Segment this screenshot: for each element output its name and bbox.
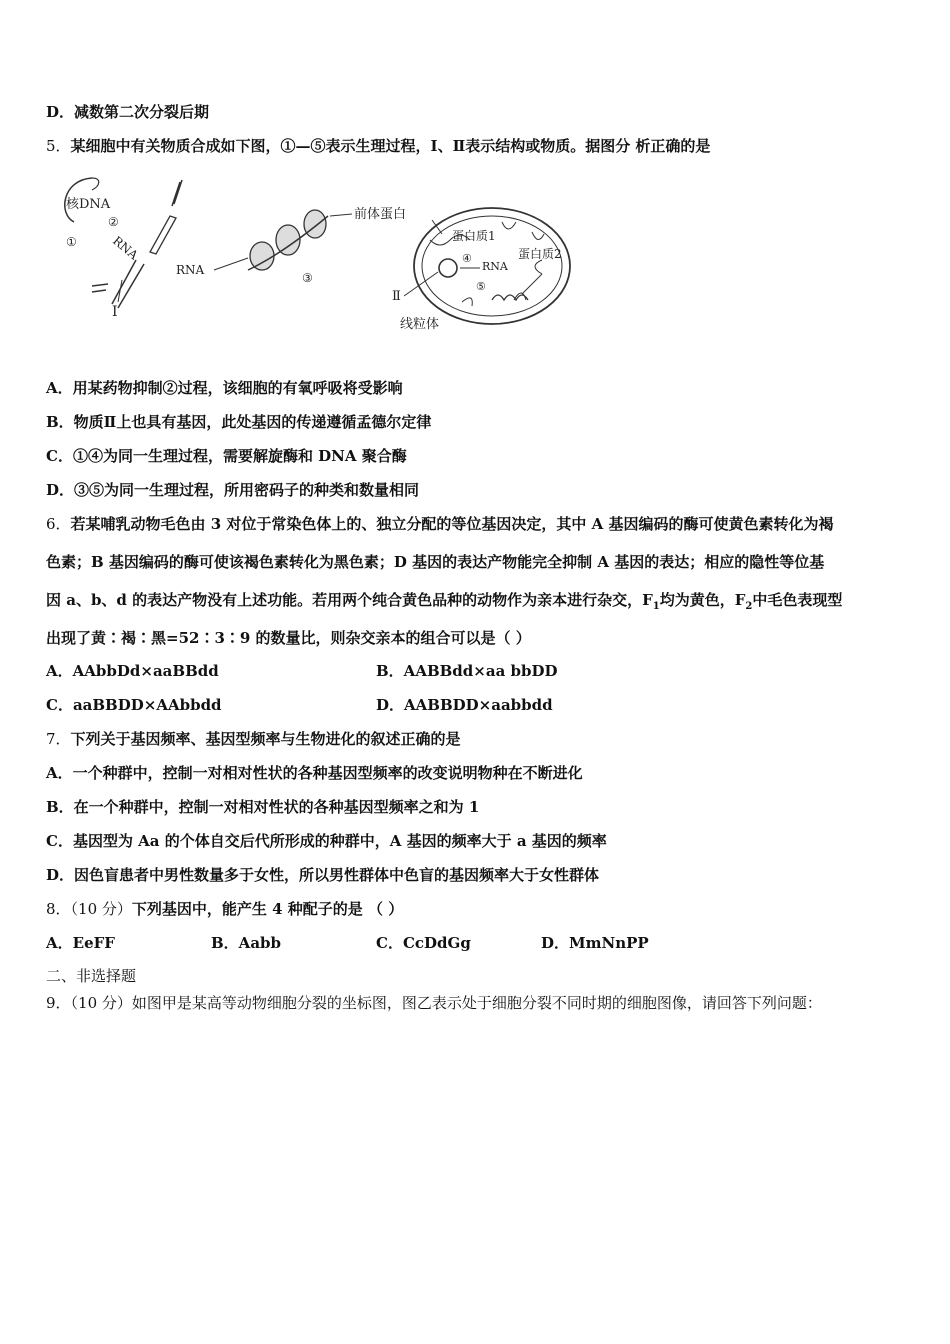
- ribosome-1: [250, 242, 274, 270]
- rna-label-2: RNA: [176, 263, 205, 277]
- q6-sub-1: 1: [652, 601, 660, 612]
- q6-line-4: 出现了黄∶褐∶黑=52∶3∶9 的数量比，则杂交亲本的组合可以是（ ）: [46, 629, 531, 647]
- q5-option-a: A．用某药物抑制②过程，该细胞的有氧呼吸将受影响: [46, 379, 403, 397]
- q9-number: 9．（10 分）: [46, 994, 132, 1012]
- q9-stem: [46, 993, 822, 1013]
- q7-number: 7．: [46, 730, 71, 748]
- protein2-label: 蛋白质2: [518, 247, 562, 261]
- precursor-protein-label: 前体蛋白: [354, 207, 407, 222]
- structure-ii-label: Ⅱ: [392, 289, 401, 304]
- q6-option-b: B．AABBdd×aa bbDD: [376, 662, 558, 680]
- q8-stem: [46, 899, 403, 919]
- q6-text-3b: 均为黄色，F: [659, 591, 746, 609]
- q8-option-c: C．CcDdGg: [376, 934, 471, 952]
- membrane-strand-2: [150, 216, 176, 254]
- q6-option-c: C．aaBBDD×AAbbdd: [46, 696, 222, 714]
- structure-i-label: Ⅰ: [112, 304, 118, 320]
- q8-stem-text: 下列基因中，能产生 4 种配子的是 （ ）: [131, 900, 404, 918]
- mito-ribosomes: [492, 295, 528, 300]
- q6-text-3c: 中毛色表现型: [752, 591, 843, 609]
- q7-option-b: B．在一个种群中，控制一对相对性状的各种基因型频率之和为 1: [46, 798, 480, 816]
- arrow-precursor: [330, 214, 352, 216]
- q6-line-2: 色素；B 基因编码的酶可使该褐色素转化为黑色素；D 基因的表达产物能完全抑制 A 基因的表达；相应的隐性等位基: [46, 553, 825, 571]
- q7-stem-text: 下列关于基因频率、基因型频率与生物进化的叙述正确的是: [70, 730, 461, 748]
- arrow-protein2: [522, 274, 542, 294]
- q6-option-a: A．AAbbDd×aaBBdd: [46, 662, 219, 680]
- ribosome-3: [304, 210, 326, 238]
- membrane-strand-3: [112, 260, 144, 308]
- q7-option-a: A．一个种群中，控制一对相对性状的各种基因型频率的改变说明物种在不断进化: [46, 764, 583, 782]
- mito-dna-circle: [439, 259, 457, 277]
- q5-number: 5．: [46, 137, 71, 155]
- q6-line-1: [46, 514, 834, 534]
- circle-2-label: ②: [108, 215, 119, 229]
- arrow-rna-ribosome: [214, 258, 248, 270]
- circle-3-label: ③: [302, 271, 313, 285]
- q5-option-d: D．③⑤为同一生理过程，所用密码子的种类和数量相同: [46, 481, 420, 499]
- q5-option-b: B．物质Ⅱ上也具有基因，此处基因的传递遵循孟德尔定律: [46, 413, 432, 431]
- q6-line-3: [46, 590, 842, 617]
- q6-text-3a: 因 a、b、d 的表达产物没有上述功能。若用两个纯合黄色品种的动物作为亲本进行杂交，F: [46, 591, 653, 609]
- nucleus-arrow: [92, 178, 99, 190]
- prev-option-d: D．减数第二次分裂后期: [46, 103, 210, 121]
- q7-option-d: D．因色盲患者中男性数量多于女性，所以男性群体中色盲的基因频率大于女性群体: [46, 866, 600, 884]
- q5-stem-text: 某细胞中有关物质合成如下图，①—⑤表示生理过程，Ⅰ、Ⅱ表示结构或物质。据图分 析正确的是: [70, 137, 711, 155]
- circle-5-label: ⑤: [476, 280, 486, 293]
- q8-number: 8．（10 分）: [46, 900, 132, 918]
- rna-label-3: RNA: [482, 260, 508, 273]
- membrane-strand-1: [172, 180, 182, 206]
- q5-diagram: [52, 170, 572, 335]
- q8-option-b: B．Aabb: [211, 934, 282, 952]
- nuclear-dna-label: 核DNA: [66, 197, 111, 212]
- circle-1-label: ①: [66, 235, 77, 249]
- q8-option-a: A．EeFF: [46, 934, 115, 952]
- q8-option-d: D．MmNnPP: [541, 934, 649, 952]
- protein1-label: 蛋白质1: [452, 229, 496, 243]
- q5-stem: [46, 136, 710, 156]
- q5-option-c: C．①④为同一生理过程，需要解旋酶和 DNA 聚合酶: [46, 447, 407, 465]
- rna-label-1: RNA: [110, 233, 141, 263]
- circle-4-label: ④: [462, 252, 472, 265]
- q7-option-c: C．基因型为 Aa 的个体自交后代所形成的种群中，A 基因的频率大于 a 基因的频率: [46, 832, 607, 850]
- q7-stem: [46, 729, 461, 749]
- section-heading: 二、非选择题: [46, 967, 137, 985]
- membrane-strand-4: [92, 284, 108, 292]
- q6-number: 6．: [46, 515, 71, 533]
- q6-sub-2: 2: [745, 601, 753, 612]
- q6-text-1: 若某哺乳动物毛色由 3 对位于常染色体上的、独立分配的等位基因决定，其中 A 基因编码的酶可使黄色素转化为褐: [70, 515, 834, 533]
- q9-stem-text: 如图甲是某高等动物细胞分裂的坐标图，图乙表示处于细胞分裂不同时期的细胞图像，请回答下列问题：: [131, 994, 822, 1012]
- mitochondrion-label: 线粒体: [400, 317, 440, 332]
- q6-option-d: D．AABBDD×aabbdd: [376, 696, 553, 714]
